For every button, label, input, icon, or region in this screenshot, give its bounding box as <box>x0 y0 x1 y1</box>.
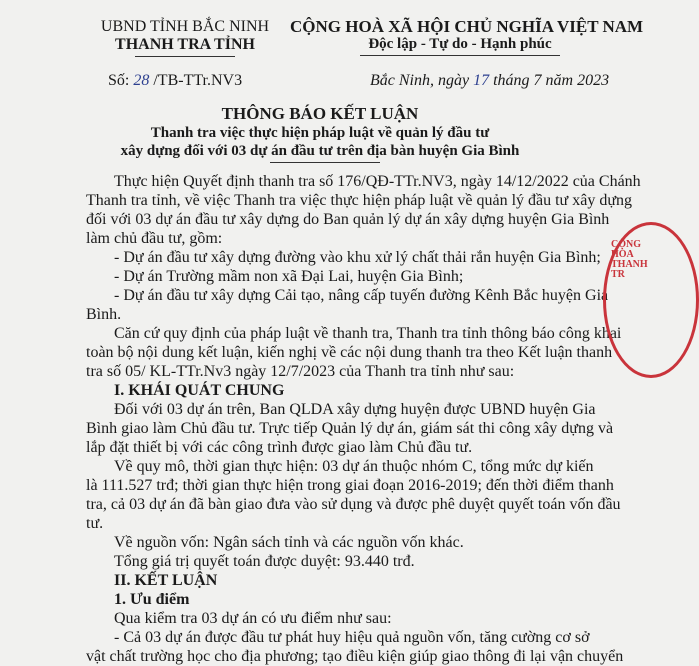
body-line: tư. <box>86 515 104 532</box>
header-right-underline <box>360 55 560 56</box>
document-title: THÔNG BÁO KẾT LUẬN <box>221 104 419 123</box>
agency-name: THANH TRA TỈNH <box>115 36 255 53</box>
subtitle-underline <box>270 162 380 163</box>
body-line: Về quy mô, thời gian thực hiện: 03 dự án thuộc nhóm C, tổng mức dự kiến <box>114 458 594 475</box>
body-line: Thanh tra tỉnh, về việc Thanh tra việc thực hiện pháp luật về quản lý đầu tư xây dựng <box>86 192 632 209</box>
body-line: Bình giao làm Chủ đầu tư. Trực tiếp Quản lý dự án, giám sát thi công xây dựng và <box>86 420 614 437</box>
header-left <box>60 18 310 57</box>
header-left-underline <box>135 56 235 57</box>
body-line: tra số 05/ KL-TTr.Nv3 ngày 12/7/2023 của Thanh tra tỉnh như sau: <box>86 363 515 380</box>
body-line: tra, cả 03 dự án đã bàn giao đưa vào sử dụng và được phê duyệt quyết toán vốn đầu <box>86 496 621 513</box>
body-line: Thực hiện Quyết định thanh tra số 176/QĐ-TTr.NV3, ngày 14/12/2022 của Chánh <box>114 173 641 190</box>
date-prefix: Bắc Ninh, ngày <box>370 72 474 89</box>
body-line: - Dự án đầu tư xây dựng Cải tạo, nâng cấp tuyến đường Kênh Bắc huyện Gia <box>114 287 609 304</box>
date-line <box>370 72 609 90</box>
date-day-handwritten: 17 <box>473 72 490 89</box>
doc-number-handwritten: 28 <box>133 72 150 89</box>
national-title: CỘNG HOÀ XÃ HỘI CHỦ NGHĨA VIỆT NAM <box>290 17 644 36</box>
body-line: - Dự án Trường mầm non xã Đại Lai, huyện Gia Bình; <box>114 268 464 285</box>
body-line: là 111.527 trđ; thời gian thực hiện trong giai đoạn 2016-2019; đến thời điểm thanh <box>86 477 614 494</box>
date-suffix: tháng 7 năm 2023 <box>489 72 610 89</box>
document-subtitle-line-1: Thanh tra việc thực hiện pháp luật về quản lý đầu tư <box>150 125 490 141</box>
body-line: Qua kiểm tra 03 dự án có ưu điểm như sau: <box>114 610 392 627</box>
doc-number-prefix: Số: <box>108 72 134 89</box>
national-motto: Độc lập - Tự do - Hạnh phúc <box>368 36 552 52</box>
document-number <box>108 72 242 90</box>
doc-number-suffix: /TB-TTr.NV3 <box>149 72 243 89</box>
section-heading-2: II. KẾT LUẬN <box>114 572 218 589</box>
body-line: làm chủ đầu tư, gồm: <box>86 230 223 247</box>
body-line: Căn cứ quy định của pháp luật về thanh tra, Thanh tra tỉnh thông báo công khai <box>114 325 622 342</box>
body-line: lắp đặt thiết bị với các công trình được giao làm Chủ đầu tư. <box>86 439 473 456</box>
subsection-heading: 1. Ưu điểm <box>114 591 190 608</box>
section-heading-1: I. KHÁI QUÁT CHUNG <box>114 382 285 399</box>
body-line: Đối với 03 dự án trên, Ban QLDA xây dựng huyện được UBND huyện Gia <box>114 401 596 418</box>
seal-lettering: CỘNG HÒA THANH TR <box>611 239 648 280</box>
body-line: toàn bộ nội dung kết luận, kiến nghị về các nội dung thanh tra theo Kết luận thanh <box>86 344 613 361</box>
province-name: UBND TỈNH BẮC NINH <box>100 18 270 35</box>
body-line: Về nguồn vốn: Ngân sách tỉnh và các nguồn vốn khác. <box>114 534 464 551</box>
document-subtitle-line-2: xây dựng đối với 03 dự án đầu tư trên địa bàn huyện Gia Bình <box>120 143 520 159</box>
body-line: Tổng giá trị quyết toán được duyệt: 93.440 trđ. <box>114 553 415 570</box>
body-line: - Cả 03 dự án được đầu tư phát huy hiệu quả nguồn vốn, tăng cường cơ sở <box>114 629 590 646</box>
body-line: - Dự án đầu tư xây dựng đường vào khu xử lý chất thải rắn huyện Gia Bình; <box>114 249 601 266</box>
header-right <box>290 17 644 56</box>
body-line: đối với 03 dự án đầu tư xây dựng do Ban quản lý dự án xây dựng huyện Gia Bình <box>86 211 610 228</box>
body-line: Bình. <box>86 306 122 323</box>
body-line: vật chất trường học cho địa phương; tạo điều kiện giúp giao thông đi lại vận chuyển <box>86 648 624 665</box>
